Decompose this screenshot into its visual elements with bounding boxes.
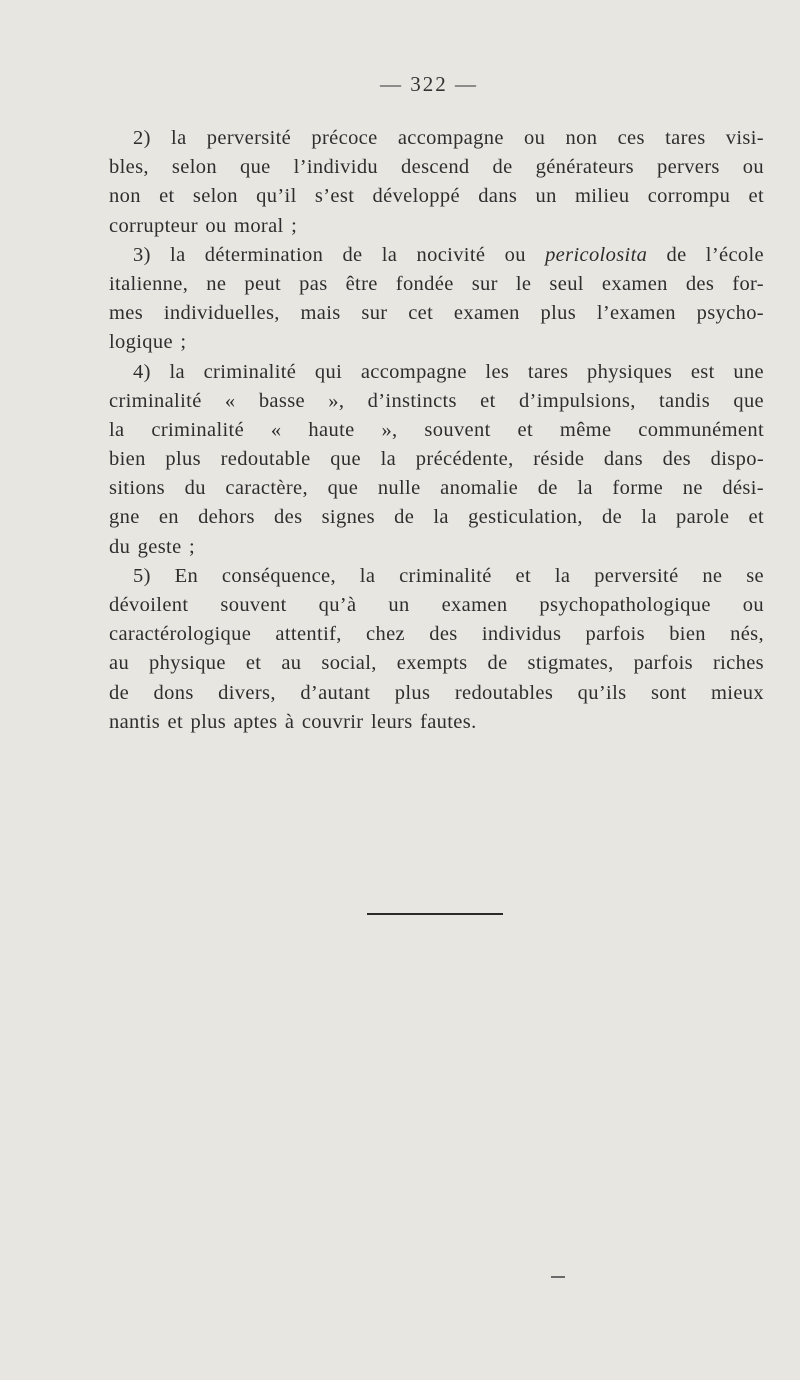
text-line: la criminalité « haute », souvent et même communément bbox=[109, 418, 764, 441]
text-line: 5) En conséquence, la criminalité et la perversité ne se bbox=[133, 564, 764, 587]
body-text bbox=[109, 124, 764, 737]
text-line: non et selon qu’il s’est développé dans un milieu corrompu et bbox=[109, 185, 764, 208]
text-segment: 3) la détermination de la nocivité ou bbox=[133, 243, 546, 266]
paragraph-item-3 bbox=[109, 241, 764, 358]
page-number: — 322 — bbox=[380, 72, 478, 96]
text-line: sitions du caractère, que nulle anomalie de la forme ne dési- bbox=[109, 477, 764, 500]
text-line: criminalité « basse », d’instincts et d’impulsions, tandis que bbox=[109, 389, 764, 412]
text-line: caractérologique attentif, chez des individus parfois bien nés, bbox=[109, 623, 764, 646]
print-mark bbox=[551, 1276, 565, 1278]
text-line: nantis et plus aptes à couvrir leurs fautes. bbox=[109, 710, 477, 733]
paragraph-item-4 bbox=[109, 358, 764, 562]
text-line bbox=[109, 241, 764, 270]
text-line: italienne, ne peut pas être fondée sur le seul examen des for- bbox=[109, 272, 764, 295]
text-line: bien plus redoutable que la précédente, réside dans des dispo- bbox=[109, 448, 764, 471]
paragraph-item-2 bbox=[109, 124, 764, 241]
text-line: au physique et au social, exempts de stigmates, parfois riches bbox=[109, 652, 764, 675]
text-line: gne en dehors des signes de la gesticulation, de la parole et bbox=[109, 506, 764, 529]
text-line: logique ; bbox=[109, 331, 187, 354]
italic-term: pericolosita bbox=[545, 243, 648, 266]
text-line: corrupteur ou moral ; bbox=[109, 214, 298, 237]
text-line: mes individuelles, mais sur cet examen plus l’examen psycho- bbox=[109, 302, 764, 325]
text-line: du geste ; bbox=[109, 535, 196, 558]
paragraph-item-5 bbox=[109, 562, 764, 737]
text-line: 4) la criminalité qui accompagne les tares physiques est une bbox=[133, 360, 764, 383]
text-line: de dons divers, d’autant plus redoutables qu’ils sont mieux bbox=[109, 681, 764, 704]
text-line: bles, selon que l’individu descend de générateurs pervers ou bbox=[109, 156, 764, 179]
text-line: dévoilent souvent qu’à un examen psychopathologique ou bbox=[109, 594, 764, 616]
text-line: 2) la perversité précoce accompagne ou non ces tares visi- bbox=[133, 127, 764, 149]
section-divider bbox=[367, 913, 503, 915]
text-segment: de l’école bbox=[647, 243, 765, 266]
